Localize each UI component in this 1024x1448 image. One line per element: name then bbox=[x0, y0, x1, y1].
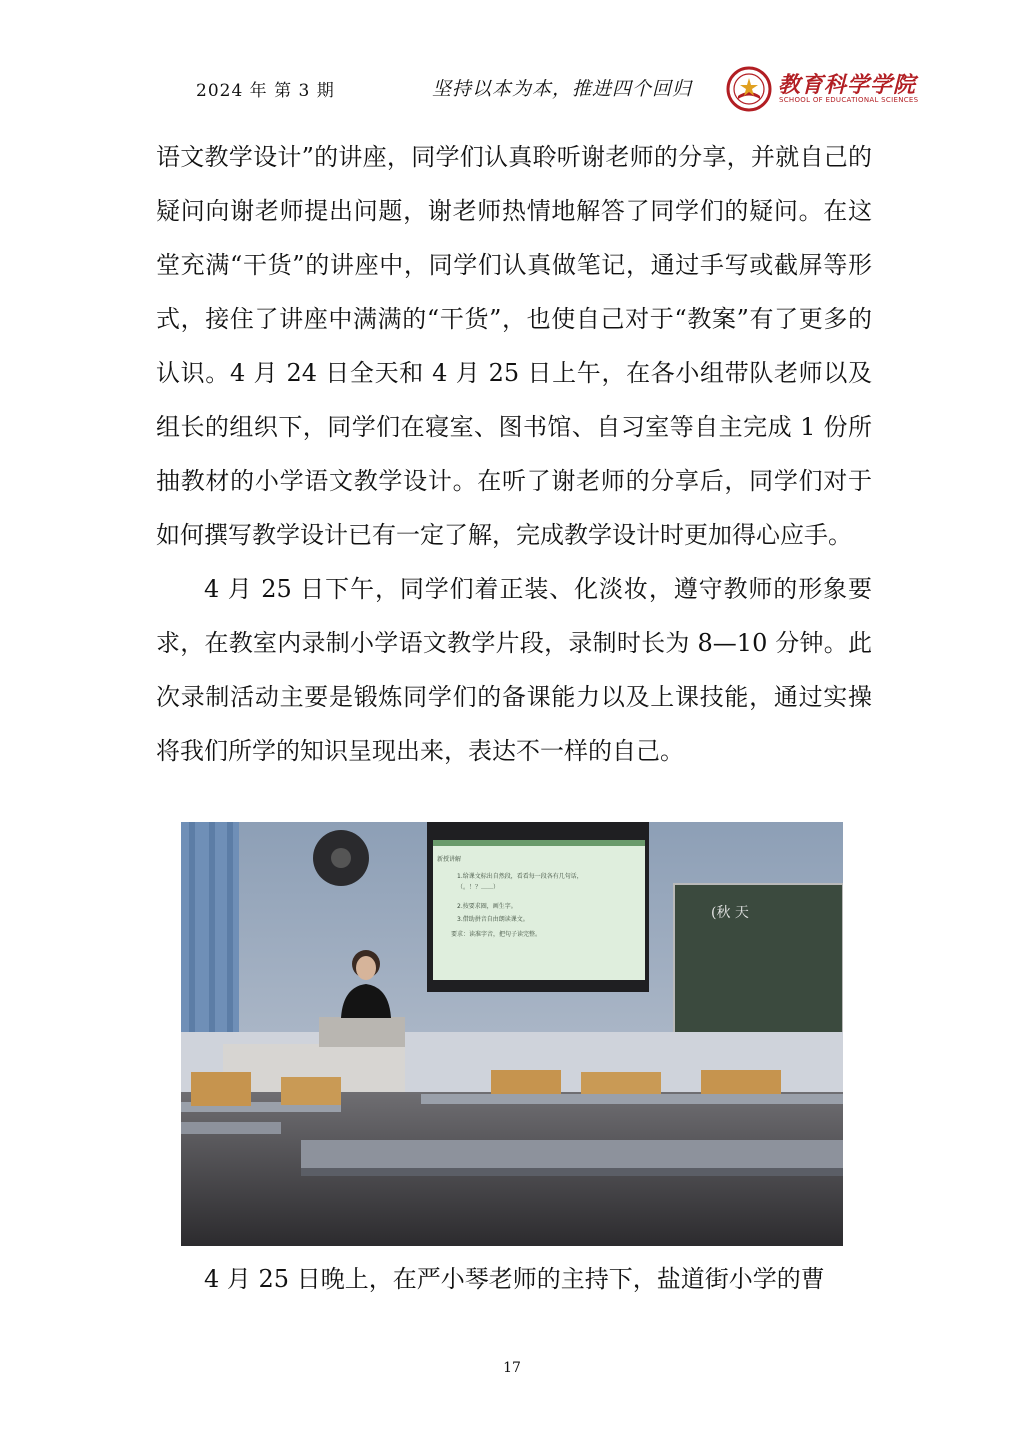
school-name-en: SCHOOL OF EDUCATIONAL SCIENCES bbox=[779, 96, 919, 104]
header-slogan: 坚持以本为本，推进四个回归 bbox=[432, 78, 693, 100]
projector-line: 1.给课文标出自然段，看看每一段各有几句话， bbox=[457, 873, 583, 880]
article-body bbox=[156, 130, 872, 778]
projector-heading: 新授讲解 bbox=[437, 856, 462, 863]
issue-label: 2024 年 第 3 期 bbox=[196, 81, 335, 101]
school-seal-icon bbox=[726, 66, 772, 112]
paragraph: 4 月 25 日晚上，在严小琴老师的主持下，盐道街小学的曹 bbox=[204, 1265, 825, 1293]
projector-line: 要求：读准字音，把句子读完整。 bbox=[451, 931, 542, 938]
school-name: 教育科学学院 bbox=[778, 72, 917, 98]
blackboard-text: (秋 天 bbox=[711, 905, 749, 921]
paragraph: 语文教学设计”的讲座，同学们认真聆听谢老师的分享，并就自己的疑问向谢老师提出问题，谢老师热情地解答了同学们的疑问。在这堂充满“干货”的讲座中，同学们认真做笔记，通过手写或截屏等形式，接住了讲座中满满的“干货”，也使自己对于“教案”有了更多的认识。4 月 24 日全天和 4 月 25 日上午，在各小组带队老师以及组长的组织下，同学们在寝室、图书馆、自习室等自主完成 1 份所抽教材的小学语文教学设计。在听了谢老师的分享后，同学们对于如何撰写教学设计已有一定了解，完成教学设计时更加得心应手。 bbox=[156, 143, 872, 549]
projector-line: 2.按要求圈，画生字。 bbox=[457, 903, 517, 910]
paragraph: 4 月 25 日下午，同学们着正装、化淡妆，遵守教师的形象要求，在教室内录制小学语文教学片段，录制时长为 8—10 分钟。此次录制活动主要是锻炼同学们的备课能力以及上课技能，通过实操将我们所学的知识呈现出来，表达不一样的自己。 bbox=[156, 575, 872, 765]
projector-line: （。！？……） bbox=[457, 884, 500, 891]
article-body-continued bbox=[156, 1252, 872, 1306]
projector-line: 3.借助拼音自由朗读课文。 bbox=[457, 916, 529, 923]
page-number: 17 bbox=[503, 1360, 521, 1376]
classroom-photo bbox=[181, 822, 843, 1246]
school-logo bbox=[726, 66, 919, 112]
